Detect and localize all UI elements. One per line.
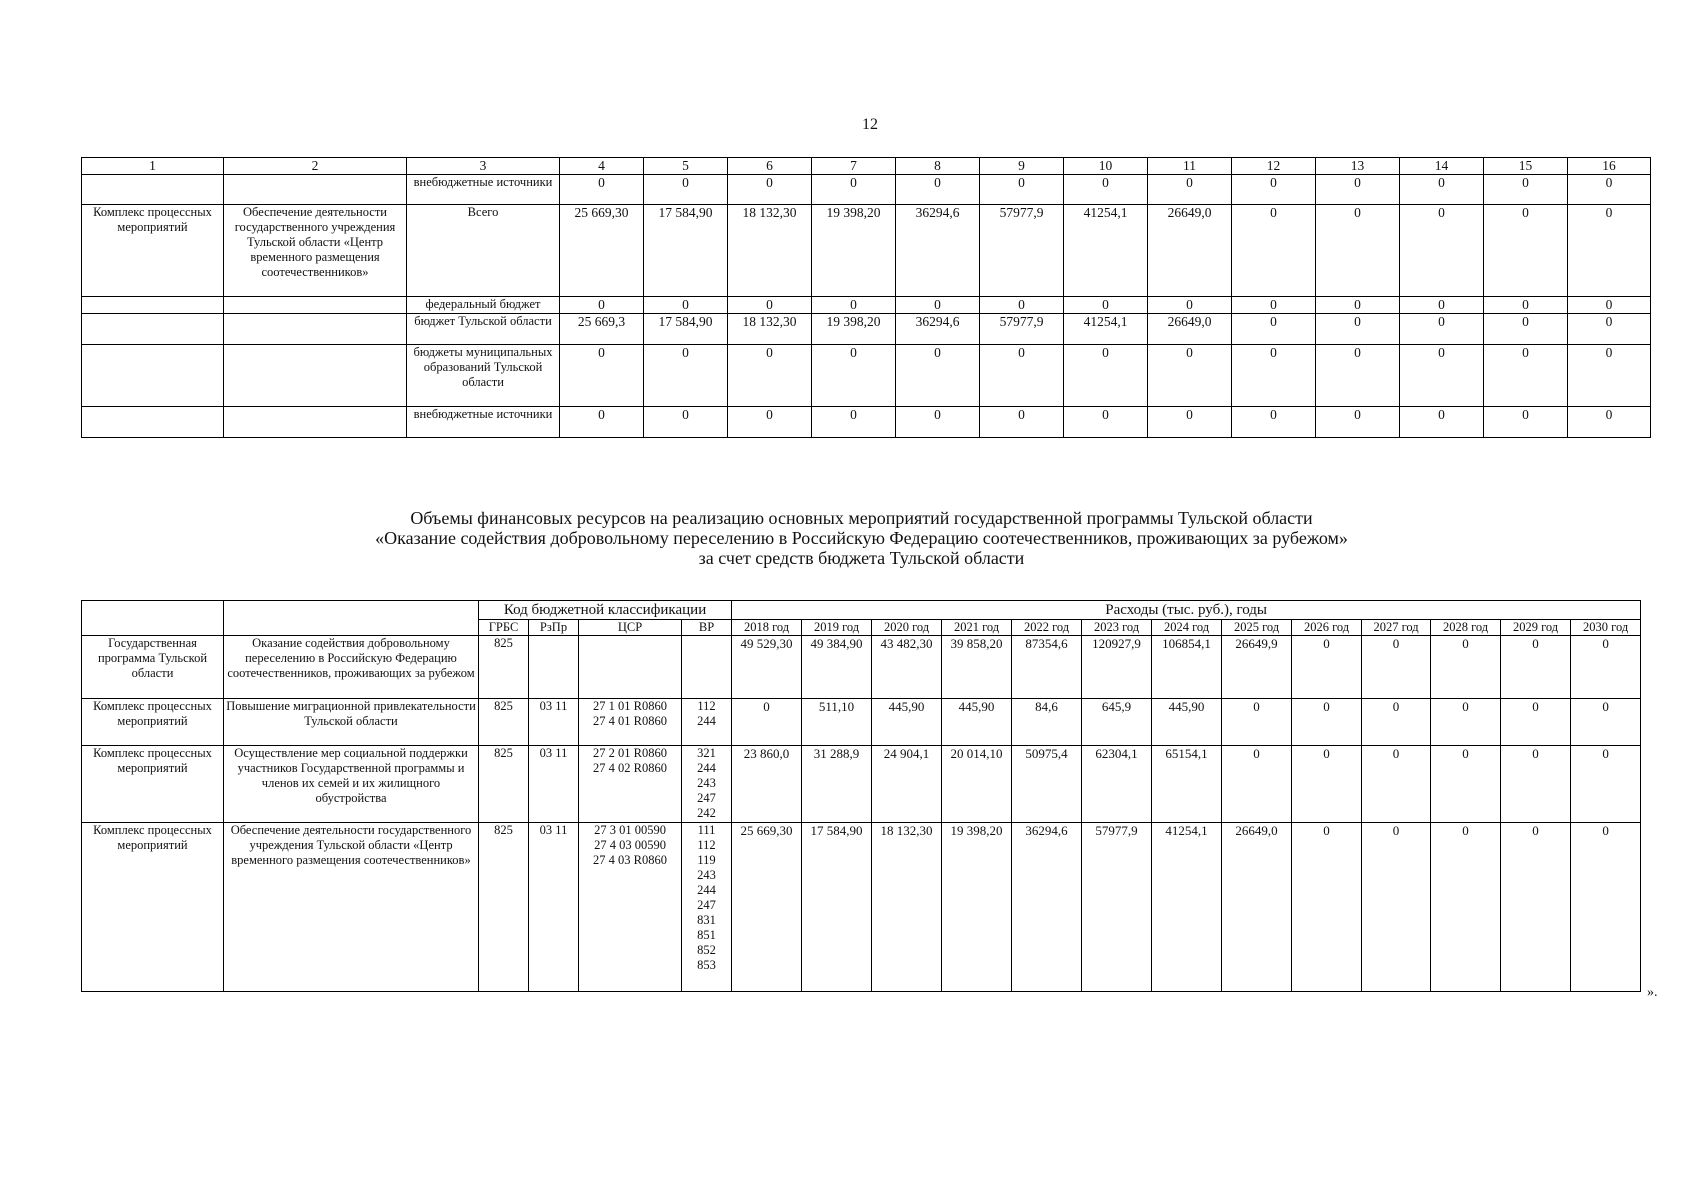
rzpr-cell bbox=[529, 636, 579, 699]
year-header-cell: 2030 год bbox=[1571, 620, 1641, 636]
table-row bbox=[82, 636, 1641, 699]
value-cell: 0 bbox=[644, 345, 728, 407]
value-cell: 0 bbox=[1400, 345, 1484, 407]
budget-expenses-table bbox=[81, 600, 1641, 992]
value-cell: 0 bbox=[1571, 636, 1641, 699]
value-cell: 0 bbox=[1484, 297, 1568, 314]
column-number-cell: 8 bbox=[896, 158, 980, 175]
value-cell: 26649,0 bbox=[1222, 823, 1292, 992]
value-cell: 0 bbox=[1484, 175, 1568, 205]
value-cell: 25 669,3 bbox=[560, 314, 644, 345]
table-row bbox=[82, 297, 1651, 314]
value-cell: 0 bbox=[1400, 407, 1484, 438]
value-cell: 120927,9 bbox=[1082, 636, 1152, 699]
value-cell: 0 bbox=[1148, 407, 1232, 438]
value-cell: 0 bbox=[1148, 297, 1232, 314]
value-cell: 65154,1 bbox=[1152, 746, 1222, 823]
closing-quote-mark: ». bbox=[1647, 985, 1658, 1000]
column-number-cell: 13 bbox=[1316, 158, 1400, 175]
value-cell: 445,90 bbox=[942, 699, 1012, 746]
table-row bbox=[82, 205, 1651, 297]
table-row bbox=[82, 345, 1651, 407]
value-cell: 0 bbox=[1568, 314, 1651, 345]
csr-cell bbox=[579, 823, 682, 992]
activity-name-cell bbox=[224, 407, 407, 438]
value-cell: 24 904,1 bbox=[872, 746, 942, 823]
value-cell: 0 bbox=[1400, 175, 1484, 205]
vr-cell bbox=[682, 699, 732, 746]
value-cell: 62304,1 bbox=[1082, 746, 1152, 823]
header-empty-cell bbox=[224, 601, 479, 636]
value-cell: 41254,1 bbox=[1064, 314, 1148, 345]
value-cell: 20 014,10 bbox=[942, 746, 1012, 823]
vr-cell-line: 243 bbox=[697, 868, 716, 882]
value-cell: 0 bbox=[896, 407, 980, 438]
year-header-cell: 2027 год bbox=[1362, 620, 1431, 636]
code-subheader-cell: ВР bbox=[682, 620, 732, 636]
table-row bbox=[82, 407, 1651, 438]
csr-cell-line: 27 2 01 R0860 bbox=[593, 746, 667, 760]
value-cell: 0 bbox=[1232, 175, 1316, 205]
value-cell: 17 584,90 bbox=[644, 314, 728, 345]
value-cell: 25 669,30 bbox=[732, 823, 802, 992]
value-cell: 0 bbox=[644, 175, 728, 205]
value-cell: 0 bbox=[1568, 205, 1651, 297]
value-cell: 0 bbox=[728, 345, 812, 407]
value-cell: 0 bbox=[1064, 345, 1148, 407]
value-cell: 0 bbox=[1484, 205, 1568, 297]
value-cell: 18 132,30 bbox=[872, 823, 942, 992]
page-number: 12 bbox=[862, 116, 878, 133]
value-cell: 0 bbox=[1232, 345, 1316, 407]
category-cell bbox=[82, 314, 224, 345]
title-line-1: Объемы финансовых ресурсов на реализацию основных мероприятий государственной программы Тульской области bbox=[410, 508, 1313, 528]
value-cell: 0 bbox=[1064, 407, 1148, 438]
column-number-cell: 3 bbox=[407, 158, 560, 175]
value-cell: 0 bbox=[644, 407, 728, 438]
vr-cell-line: 112 bbox=[697, 838, 716, 852]
value-cell: 0 bbox=[560, 175, 644, 205]
value-cell: 0 bbox=[1362, 746, 1431, 823]
header-empty-cell bbox=[82, 601, 224, 636]
category-cell: Комплекс процессных мероприятий bbox=[82, 205, 224, 297]
value-cell: 0 bbox=[1400, 314, 1484, 345]
value-cell: 0 bbox=[1292, 823, 1362, 992]
value-cell: 0 bbox=[728, 297, 812, 314]
rzpr-cell: 03 11 bbox=[529, 823, 579, 992]
value-cell: 0 bbox=[1292, 746, 1362, 823]
title-line-3: за счет средств бюджета Тульской области bbox=[698, 548, 1025, 568]
value-cell: 0 bbox=[812, 297, 896, 314]
vr-cell bbox=[682, 636, 732, 699]
value-cell: 0 bbox=[1501, 699, 1571, 746]
category-cell: Комплекс процессных мероприятий bbox=[82, 746, 224, 823]
category-cell: Комплекс процессных мероприятий bbox=[82, 699, 224, 746]
value-cell: 0 bbox=[728, 175, 812, 205]
activity-name-cell: Осуществление мер социальной поддержки участников Государственной программы и членов их семей и их жилищного обустройства bbox=[224, 746, 479, 823]
value-cell: 87354,6 bbox=[1012, 636, 1082, 699]
value-cell: 57977,9 bbox=[980, 314, 1064, 345]
activity-name-cell bbox=[224, 314, 407, 345]
column-number-cell: 7 bbox=[812, 158, 896, 175]
value-cell: 0 bbox=[560, 407, 644, 438]
value-cell: 0 bbox=[1501, 746, 1571, 823]
csr-cell bbox=[579, 636, 682, 699]
value-cell: 0 bbox=[1362, 636, 1431, 699]
vr-cell-line: 112 bbox=[697, 699, 716, 713]
vr-cell-line: 321 bbox=[697, 746, 716, 760]
value-cell: 57977,9 bbox=[980, 205, 1064, 297]
value-cell: 106854,1 bbox=[1152, 636, 1222, 699]
value-cell: 26649,9 bbox=[1222, 636, 1292, 699]
value-cell: 0 bbox=[1571, 823, 1641, 992]
year-header-cell: 2026 год bbox=[1292, 620, 1362, 636]
value-cell: 0 bbox=[980, 175, 1064, 205]
rzpr-cell: 03 11 bbox=[529, 699, 579, 746]
column-number-cell: 14 bbox=[1400, 158, 1484, 175]
value-cell: 0 bbox=[1148, 345, 1232, 407]
value-cell: 0 bbox=[1431, 746, 1501, 823]
year-header-cell: 2018 год bbox=[732, 620, 802, 636]
value-cell: 18 132,30 bbox=[728, 205, 812, 297]
value-cell: 0 bbox=[1222, 699, 1292, 746]
year-header-cell: 2023 год bbox=[1082, 620, 1152, 636]
column-number-cell: 6 bbox=[728, 158, 812, 175]
value-cell: 0 bbox=[812, 175, 896, 205]
year-header-cell: 2022 год bbox=[1012, 620, 1082, 636]
vr-cell-line: 242 bbox=[697, 806, 716, 820]
vr-cell-line: 111 bbox=[697, 823, 716, 837]
value-cell: 0 bbox=[1484, 407, 1568, 438]
csr-cell-line: 27 4 03 R0860 bbox=[593, 853, 667, 867]
vr-cell-line: 119 bbox=[697, 853, 716, 867]
value-cell: 0 bbox=[896, 175, 980, 205]
vr-cell-line: 851 bbox=[697, 928, 716, 942]
value-cell: 0 bbox=[1064, 175, 1148, 205]
table-row bbox=[82, 175, 1651, 205]
value-cell: 50975,4 bbox=[1012, 746, 1082, 823]
value-cell: 0 bbox=[1232, 314, 1316, 345]
title-line-2: «Оказание содействия добровольному переселению в Российскую Федерацию соотечественников, проживающих за рубежом» bbox=[375, 528, 1348, 548]
value-cell: 0 bbox=[1232, 297, 1316, 314]
value-cell: 0 bbox=[1316, 407, 1400, 438]
value-cell: 0 bbox=[1316, 205, 1400, 297]
year-header-cell: 2024 год bbox=[1152, 620, 1222, 636]
vr-cell-line: 247 bbox=[697, 791, 716, 805]
year-header-cell: 2021 год bbox=[942, 620, 1012, 636]
category-cell bbox=[82, 345, 224, 407]
value-cell: 0 bbox=[1064, 297, 1148, 314]
table-header-row bbox=[82, 158, 1651, 175]
code-subheader-cell: РзПр bbox=[529, 620, 579, 636]
value-cell: 0 bbox=[1292, 636, 1362, 699]
funding-source-cell: внебюджетные источники bbox=[407, 407, 560, 438]
value-cell: 0 bbox=[980, 297, 1064, 314]
value-cell: 0 bbox=[1232, 205, 1316, 297]
activity-name-cell bbox=[224, 297, 407, 314]
category-cell bbox=[82, 407, 224, 438]
year-header-cell: 2020 год bbox=[872, 620, 942, 636]
activity-name-cell bbox=[224, 175, 407, 205]
value-cell: 36294,6 bbox=[1012, 823, 1082, 992]
value-cell: 0 bbox=[732, 699, 802, 746]
activity-name-cell bbox=[224, 345, 407, 407]
value-cell: 0 bbox=[1292, 699, 1362, 746]
value-cell: 0 bbox=[812, 407, 896, 438]
value-cell: 0 bbox=[896, 297, 980, 314]
column-number-cell: 16 bbox=[1568, 158, 1651, 175]
value-cell: 84,6 bbox=[1012, 699, 1082, 746]
value-cell: 36294,6 bbox=[896, 314, 980, 345]
value-cell: 49 384,90 bbox=[802, 636, 872, 699]
csr-cell-line: 27 3 01 00590 bbox=[594, 823, 666, 837]
activity-name-cell: Оказание содействия добровольному переселению в Российскую Федерацию соотечественников, проживающих за рубежом bbox=[224, 636, 479, 699]
category-cell bbox=[82, 297, 224, 314]
vr-cell-line: 831 bbox=[697, 913, 716, 927]
value-cell: 0 bbox=[1316, 314, 1400, 345]
category-cell: Государственная программа Тульской области bbox=[82, 636, 224, 699]
value-cell: 17 584,90 bbox=[802, 823, 872, 992]
table-row bbox=[82, 746, 1641, 823]
value-cell: 0 bbox=[1222, 746, 1292, 823]
vr-cell bbox=[682, 746, 732, 823]
value-cell: 0 bbox=[1362, 823, 1431, 992]
activity-name-cell: Обеспечение деятельности государственного учреждения Тульской области «Центр временного размещения соотечественников» bbox=[224, 823, 479, 992]
table-row bbox=[82, 699, 1641, 746]
activity-name-cell: Повышение миграционной привлекательности Тульской области bbox=[224, 699, 479, 746]
value-cell: 0 bbox=[1484, 345, 1568, 407]
value-cell: 0 bbox=[1568, 175, 1651, 205]
value-cell: 26649,0 bbox=[1148, 314, 1232, 345]
column-number-cell: 9 bbox=[980, 158, 1064, 175]
year-header-cell: 2028 год bbox=[1431, 620, 1501, 636]
value-cell: 0 bbox=[1568, 345, 1651, 407]
value-cell: 0 bbox=[1400, 297, 1484, 314]
value-cell: 0 bbox=[980, 407, 1064, 438]
value-cell: 0 bbox=[1316, 175, 1400, 205]
value-cell: 0 bbox=[1501, 823, 1571, 992]
category-cell: Комплекс процессных мероприятий bbox=[82, 823, 224, 992]
value-cell: 0 bbox=[1316, 297, 1400, 314]
value-cell: 0 bbox=[1400, 205, 1484, 297]
category-cell bbox=[82, 175, 224, 205]
value-cell: 0 bbox=[728, 407, 812, 438]
vr-cell-line: 247 bbox=[697, 898, 716, 912]
value-cell: 39 858,20 bbox=[942, 636, 1012, 699]
vr-cell-line: 244 bbox=[697, 714, 716, 728]
value-cell: 0 bbox=[1568, 297, 1651, 314]
value-cell: 0 bbox=[1431, 823, 1501, 992]
year-header-cell: 2025 год bbox=[1222, 620, 1292, 636]
code-subheader-cell: ГРБС bbox=[479, 620, 529, 636]
value-cell: 0 bbox=[1568, 407, 1651, 438]
funding-source-cell: бюджет Тульской области bbox=[407, 314, 560, 345]
table-header-row bbox=[82, 601, 1641, 620]
value-cell: 49 529,30 bbox=[732, 636, 802, 699]
column-number-cell: 12 bbox=[1232, 158, 1316, 175]
value-cell: 17 584,90 bbox=[644, 205, 728, 297]
value-cell: 0 bbox=[560, 345, 644, 407]
vr-cell-line: 244 bbox=[697, 761, 716, 775]
column-number-cell: 5 bbox=[644, 158, 728, 175]
value-cell: 0 bbox=[1431, 699, 1501, 746]
value-cell: 19 398,20 bbox=[812, 314, 896, 345]
grbs-cell: 825 bbox=[479, 699, 529, 746]
funding-source-cell: Всего bbox=[407, 205, 560, 297]
column-number-cell: 4 bbox=[560, 158, 644, 175]
value-cell: 0 bbox=[1431, 636, 1501, 699]
value-cell: 0 bbox=[1571, 699, 1641, 746]
csr-cell bbox=[579, 699, 682, 746]
year-header-cell: 2029 год bbox=[1501, 620, 1571, 636]
grbs-cell: 825 bbox=[479, 746, 529, 823]
code-subheader-cell: ЦСР bbox=[579, 620, 682, 636]
table-row bbox=[82, 823, 1641, 992]
value-cell: 0 bbox=[896, 345, 980, 407]
column-number-cell: 1 bbox=[82, 158, 224, 175]
value-cell: 41254,1 bbox=[1064, 205, 1148, 297]
value-cell: 23 860,0 bbox=[732, 746, 802, 823]
column-number-cell: 2 bbox=[224, 158, 407, 175]
value-cell: 0 bbox=[1148, 175, 1232, 205]
vr-cell bbox=[682, 823, 732, 992]
value-cell: 41254,1 bbox=[1152, 823, 1222, 992]
column-number-cell: 10 bbox=[1064, 158, 1148, 175]
csr-cell-line: 27 4 01 R0860 bbox=[593, 714, 667, 728]
value-cell: 0 bbox=[1316, 345, 1400, 407]
column-number-cell: 11 bbox=[1148, 158, 1232, 175]
column-number-cell: 15 bbox=[1484, 158, 1568, 175]
value-cell: 445,90 bbox=[1152, 699, 1222, 746]
csr-cell-line: 27 1 01 R0860 bbox=[593, 699, 667, 713]
value-cell: 511,10 bbox=[802, 699, 872, 746]
funding-source-cell: внебюджетные источники bbox=[407, 175, 560, 205]
code-classification-header: Код бюджетной классификации bbox=[479, 601, 732, 620]
value-cell: 0 bbox=[980, 345, 1064, 407]
value-cell: 0 bbox=[1484, 314, 1568, 345]
funding-sources-table bbox=[81, 157, 1651, 438]
value-cell: 57977,9 bbox=[1082, 823, 1152, 992]
value-cell: 0 bbox=[1501, 636, 1571, 699]
value-cell: 18 132,30 bbox=[728, 314, 812, 345]
value-cell: 0 bbox=[1362, 699, 1431, 746]
value-cell: 43 482,30 bbox=[872, 636, 942, 699]
csr-cell-line: 27 4 03 00590 bbox=[594, 838, 666, 852]
grbs-cell: 825 bbox=[479, 823, 529, 992]
value-cell: 31 288,9 bbox=[802, 746, 872, 823]
value-cell: 0 bbox=[812, 345, 896, 407]
csr-cell-line: 27 4 02 R0860 bbox=[593, 761, 667, 775]
value-cell: 26649,0 bbox=[1148, 205, 1232, 297]
vr-cell-line: 853 bbox=[697, 958, 716, 972]
value-cell: 36294,6 bbox=[896, 205, 980, 297]
value-cell: 19 398,20 bbox=[942, 823, 1012, 992]
value-cell: 25 669,30 bbox=[560, 205, 644, 297]
csr-cell bbox=[579, 746, 682, 823]
value-cell: 645,9 bbox=[1082, 699, 1152, 746]
funding-source-cell: федеральный бюджет bbox=[407, 297, 560, 314]
expenses-header: Расходы (тыс. руб.), годы bbox=[732, 601, 1641, 620]
value-cell: 0 bbox=[1571, 746, 1641, 823]
section-title bbox=[81, 508, 1642, 568]
value-cell: 0 bbox=[644, 297, 728, 314]
year-header-cell: 2019 год bbox=[802, 620, 872, 636]
grbs-cell: 825 bbox=[479, 636, 529, 699]
vr-cell-line: 244 bbox=[697, 883, 716, 897]
table-row bbox=[82, 314, 1651, 345]
activity-name-cell: Обеспечение деятельности государственного учреждения Тульской области «Центр временного размещения соотечественников» bbox=[224, 205, 407, 297]
value-cell: 19 398,20 bbox=[812, 205, 896, 297]
value-cell: 0 bbox=[1232, 407, 1316, 438]
value-cell: 445,90 bbox=[872, 699, 942, 746]
rzpr-cell: 03 11 bbox=[529, 746, 579, 823]
vr-cell-line: 852 bbox=[697, 943, 716, 957]
vr-cell-line: 243 bbox=[697, 776, 716, 790]
value-cell: 0 bbox=[560, 297, 644, 314]
funding-source-cell: бюджеты муниципальных образований Тульской области bbox=[407, 345, 560, 407]
